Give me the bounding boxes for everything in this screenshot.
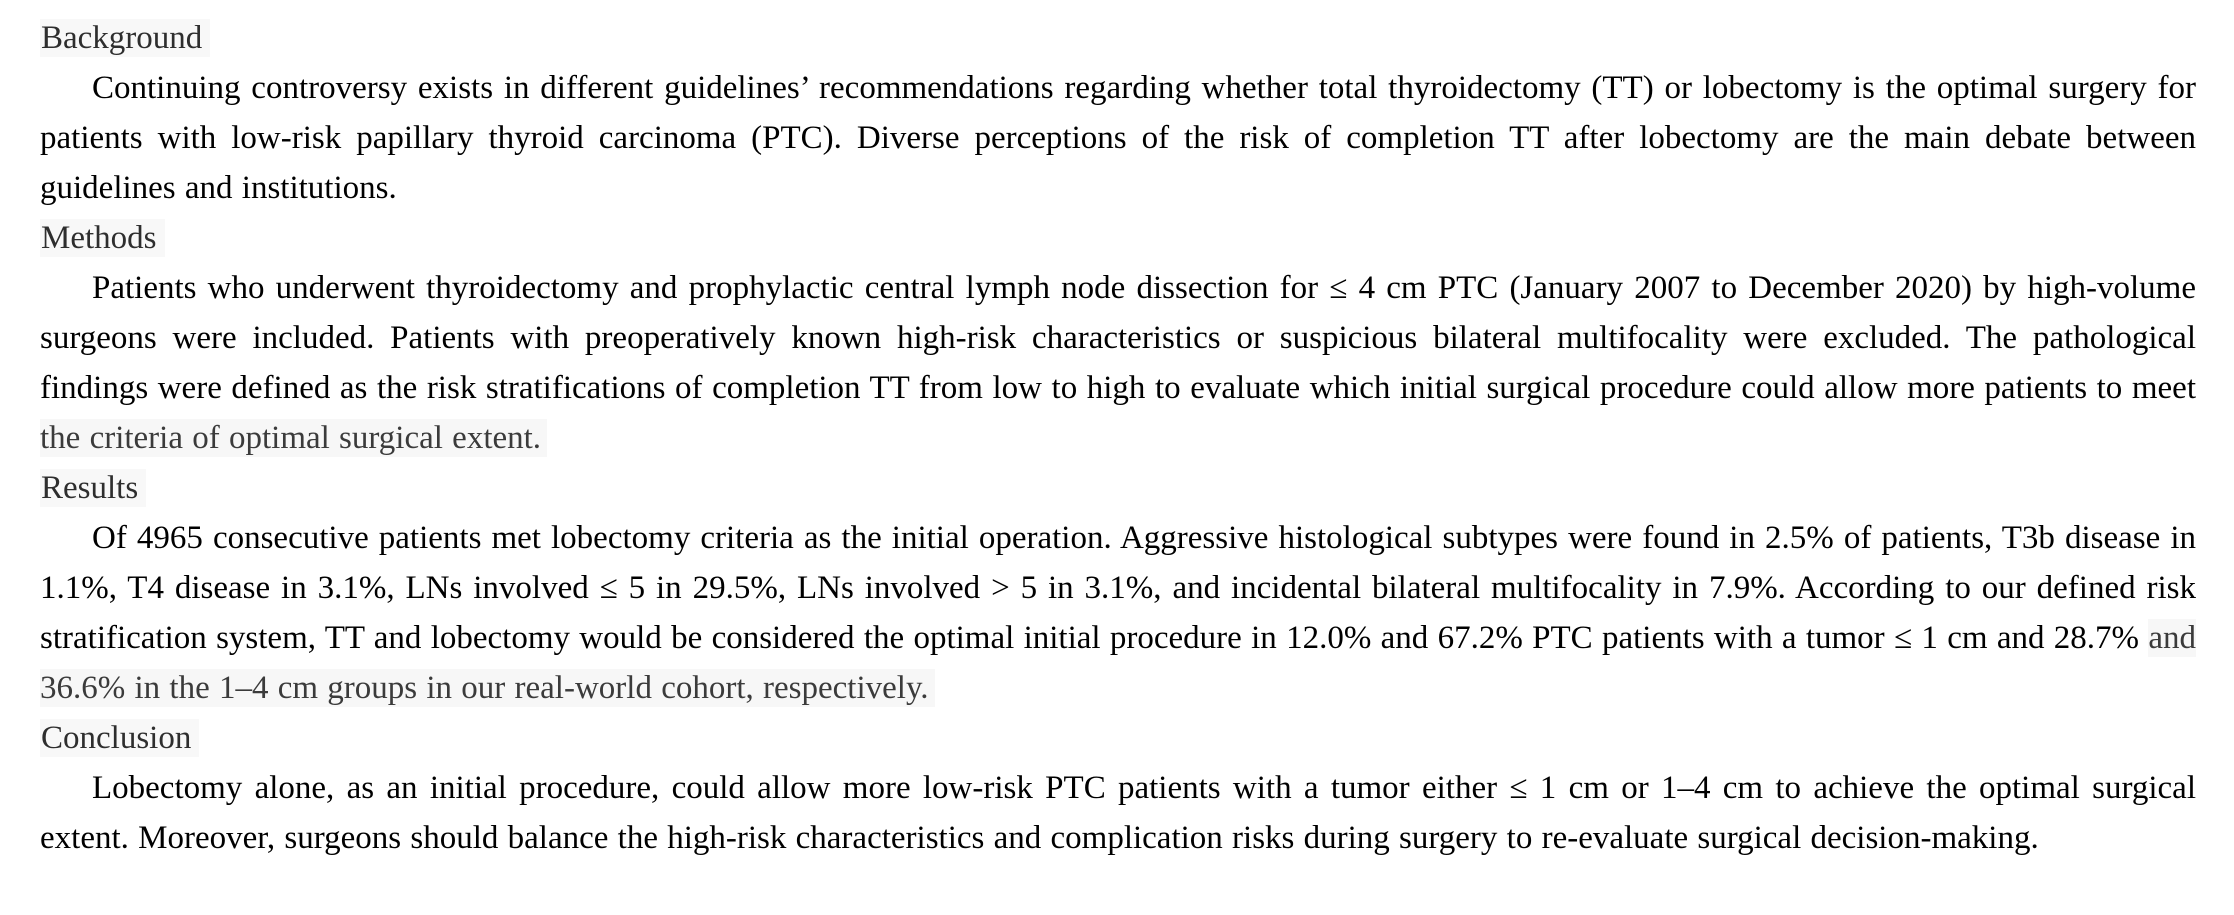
methods-highlighted-text: the criteria of optimal surgical extent. xyxy=(40,419,547,457)
conclusion-heading xyxy=(40,713,2196,763)
results-heading-label: Results xyxy=(40,469,146,507)
methods-heading xyxy=(40,213,2196,263)
conclusion-text: Lobectomy alone, as an initial procedure, could allow more low-risk PTC patients with a tumor either ≤ 1 cm or 1–4 cm to achieve the optimal surgical extent. Moreover, surgeons should balance the high-risk characteristics and complication risks during surgery to re-evaluate surgical decision-making. xyxy=(40,770,2196,856)
background-heading xyxy=(40,13,2196,63)
section-background xyxy=(40,13,2196,213)
methods-paragraph xyxy=(40,263,2196,463)
conclusion-paragraph xyxy=(40,763,2196,863)
methods-heading-label: Methods xyxy=(40,219,165,257)
results-highlighted-text: and 36.6% in the 1–4 cm groups in our real-world cohort, respectively. xyxy=(40,620,2196,706)
section-results xyxy=(40,463,2196,713)
background-paragraph xyxy=(40,63,2196,213)
results-heading xyxy=(40,463,2196,513)
methods-text: Patients who underwent thyroidectomy and prophylactic central lymph node dissection for ≤ 4 cm PTC (January 2007 to December 2020) by high-volume surgeons were included. Patients with preoperatively known high-risk characteristics or suspicious bilateral multifocality were excluded. The pathological findings were defined as the risk stratifications of completion TT from low to high to evaluate which initial surgical procedure could allow more patients to meet xyxy=(40,270,2196,406)
background-heading-label: Background xyxy=(40,19,210,57)
section-conclusion xyxy=(40,713,2196,863)
conclusion-heading-label: Conclusion xyxy=(40,719,199,757)
results-text: Of 4965 consecutive patients met lobectomy criteria as the initial operation. Aggressive histological subtypes were found in 2.5% of patients, T3b disease in 1.1%, T4 disease in 3.1%, LNs involved ≤ 5 in 29.5%, LNs involved > 5 in 3.1%, and incidental bilateral multifocality in 7.9%. According to our defined risk stratification system, TT and lobectomy would be considered the optimal initial procedure in 12.0% and 67.2% PTC patients with a tumor ≤ 1 cm and 28.7% xyxy=(40,520,2196,656)
background-text: Continuing controversy exists in different guidelines’ recommendations regarding whether total thyroidectomy (TT) or lobectomy is the optimal surgery for patients with low-risk papillary thyroid carcinoma (PTC). Diverse perceptions of the risk of completion TT after lobectomy are the main debate between guidelines and institutions. xyxy=(40,70,2196,206)
results-paragraph xyxy=(40,513,2196,713)
section-methods xyxy=(40,213,2196,463)
